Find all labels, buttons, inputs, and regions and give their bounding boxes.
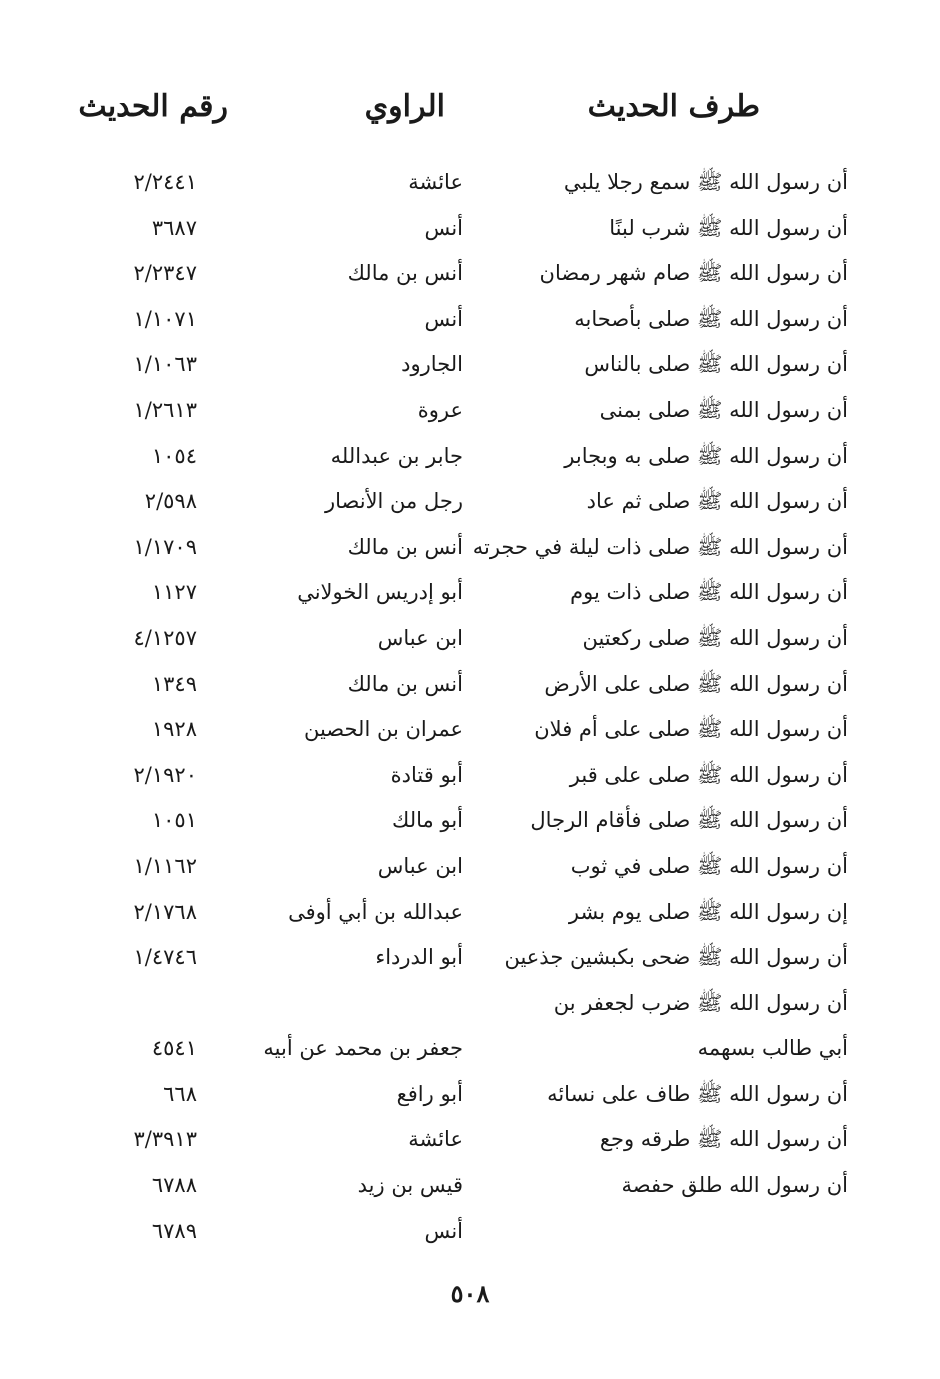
narrator: عمران بن الحصين — [303, 717, 463, 742]
table-row — [0, 798, 940, 844]
narrator: أنس — [424, 215, 463, 240]
narrator: أنس — [424, 1218, 463, 1243]
column-header-narrator: الراوي — [364, 89, 445, 124]
hadith-number: ٢/٥٩٨ — [144, 489, 197, 514]
table-row — [0, 1117, 940, 1163]
hadith-number: ٢/١٧٦٨ — [133, 899, 197, 924]
narrator: أبو قتادة — [390, 762, 463, 787]
hadith-index-table — [0, 160, 940, 1254]
hadith-incipit: أن رسول الله ﷺ صلى ذات يوم — [570, 580, 848, 605]
column-header-hadith: طرف الحديث — [587, 89, 760, 124]
hadith-incipit: أن رسول الله ﷺ صلى ذات ليلة في حجرته — [472, 534, 848, 559]
hadith-number: ٦٦٨ — [163, 1081, 197, 1106]
hadith-number: ٤٥٤١ — [151, 1036, 197, 1061]
narrator: قيس بن زيد — [357, 1173, 463, 1198]
hadith-number: ١/٢٦١٣ — [133, 397, 197, 422]
hadith-incipit: أن رسول الله ﷺ صلى بمنى — [599, 397, 848, 422]
hadith-number: ١/٤٧٤٦ — [133, 945, 197, 970]
hadith-incipit: إن رسول الله ﷺ صلى يوم بشر — [568, 899, 848, 924]
hadith-number: ١/١٠٧١ — [133, 306, 197, 331]
hadith-incipit: أبي طالب بسهمه — [697, 1036, 848, 1061]
hadith-number: ١٠٥١ — [151, 808, 197, 833]
hadith-incipit: أن رسول الله ﷺ صلى على أم فلان — [534, 717, 848, 742]
narrator: رجل من الأنصار — [324, 489, 463, 514]
table-row — [0, 206, 940, 252]
hadith-incipit: أن رسول الله ﷺ صلى بالناس — [584, 352, 848, 377]
narrator: أبو الدرداء — [375, 945, 463, 970]
narrator: ابن عباس — [377, 625, 463, 650]
narrator: أبو إدريس الخولاني — [297, 580, 463, 605]
hadith-incipit: أن رسول الله ﷺ ضرب لجعفر بن — [553, 990, 848, 1015]
hadith-incipit: أن رسول الله ﷺ صام شهر رمضان — [539, 261, 848, 286]
narrator: جعفر بن محمد عن أبيه — [263, 1036, 463, 1061]
hadith-number: ٢/٢٤٤١ — [133, 170, 197, 194]
hadith-number: ١/١٧٠٩ — [133, 534, 197, 559]
narrator: أنس بن مالك — [347, 671, 463, 696]
table-row — [0, 890, 940, 936]
table-row — [0, 1163, 940, 1209]
narrator: أنس — [424, 306, 463, 331]
hadith-number: ٦٧٨٨ — [151, 1173, 197, 1198]
table-row — [0, 388, 940, 434]
narrator: ابن عباس — [377, 853, 463, 878]
hadith-incipit: أن رسول الله ﷺ شرب لبنًا — [609, 215, 848, 240]
table-row — [0, 297, 940, 343]
narrator: الجارود — [401, 352, 463, 377]
table-row — [0, 662, 940, 708]
hadith-number: ٢/٢٣٤٧ — [133, 261, 197, 286]
narrator: عائشة — [408, 1127, 463, 1152]
hadith-number: ٢/١٩٢٠ — [133, 762, 197, 787]
hadith-number: ٦٧٨٩ — [151, 1218, 197, 1243]
hadith-number: ١٩٢٨ — [151, 717, 197, 742]
narrator: عائشة — [408, 170, 463, 194]
narrator: جابر بن عبدالله — [330, 443, 463, 468]
hadith-number: ٤/١٢٥٧ — [133, 625, 197, 650]
hadith-number: ١/١١٦٢ — [133, 853, 197, 878]
hadith-incipit: أن رسول الله طلق حفصة — [621, 1173, 848, 1198]
narrator: أنس بن مالك — [347, 261, 463, 286]
table-row — [0, 1209, 940, 1255]
hadith-incipit: أن رسول الله ﷺ صلى على قبر — [569, 762, 848, 787]
table-row — [0, 479, 940, 525]
hadith-incipit: أن رسول الله ﷺ صلى فأقام الرجال — [530, 808, 848, 833]
hadith-incipit: أن رسول الله ﷺ صلى ثم عاد — [586, 489, 848, 514]
narrator: عروة — [417, 397, 463, 422]
table-row — [0, 1026, 940, 1072]
narrator: عبدالله بن أبي أوفى — [288, 899, 463, 924]
table-row — [0, 251, 940, 297]
hadith-number: ٣/٣٩١٣ — [133, 1127, 197, 1152]
hadith-number: ١٠٥٤ — [151, 443, 197, 468]
hadith-incipit: أن رسول الله ﷺ صلى في ثوب — [570, 853, 848, 878]
hadith-incipit: أن رسول الله ﷺ ضحى بكبشين جذعين — [504, 945, 848, 970]
table-row — [0, 616, 940, 662]
hadith-number: ١١٢٧ — [151, 580, 197, 605]
table-row — [0, 935, 940, 981]
table-row — [0, 707, 940, 753]
narrator: أنس بن مالك — [347, 534, 463, 559]
table-row — [0, 981, 940, 1027]
hadith-number: ١/١٠٦٣ — [133, 352, 197, 377]
hadith-incipit: أن رسول الله ﷺ طاف على نسائه — [547, 1081, 848, 1106]
hadith-incipit: أن رسول الله ﷺ سمع رجلا يلبي — [563, 170, 848, 194]
table-row — [0, 160, 940, 206]
hadith-incipit: أن رسول الله ﷺ طرقه وجع — [599, 1127, 848, 1152]
hadith-incipit: أن رسول الله ﷺ صلى بأصحابه — [574, 306, 848, 331]
hadith-incipit: أن رسول الله ﷺ صلى على الأرض — [544, 671, 848, 696]
narrator: أبو مالك — [392, 808, 463, 833]
table-row — [0, 1072, 940, 1118]
hadith-incipit: أن رسول الله ﷺ صلى به وبجابر — [564, 443, 848, 468]
hadith-number: ١٣٤٩ — [151, 671, 197, 696]
hadith-number: ٣٦٨٧ — [151, 215, 197, 240]
table-row — [0, 525, 940, 571]
table-row — [0, 570, 940, 616]
hadith-incipit: أن رسول الله ﷺ صلى ركعتين — [582, 625, 848, 650]
table-row — [0, 753, 940, 799]
page-number: ٥٠٨ — [450, 1279, 490, 1308]
column-header-number: رقم الحديث — [78, 89, 228, 124]
narrator: أبو رافع — [396, 1081, 463, 1106]
table-row — [0, 844, 940, 890]
table-row — [0, 342, 940, 388]
table-header — [0, 82, 940, 132]
table-row — [0, 434, 940, 480]
